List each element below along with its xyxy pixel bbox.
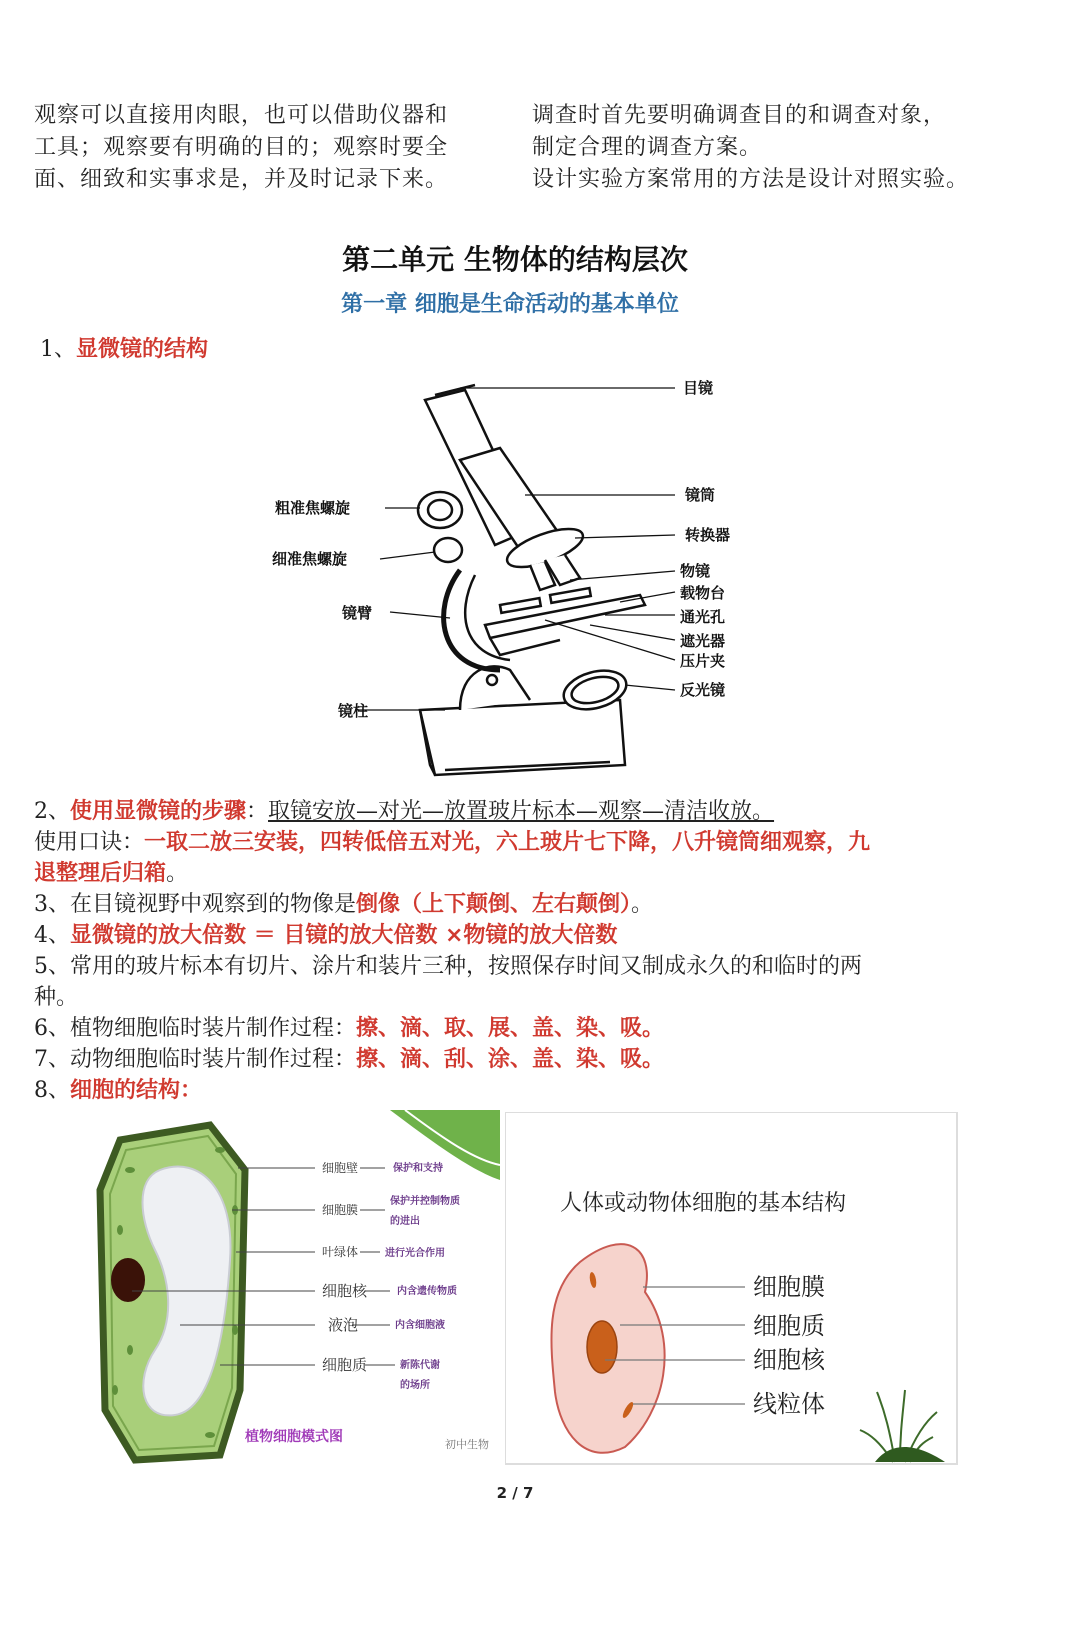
animal-nucleus-shape	[587, 1321, 617, 1373]
label-nosepiece: 转换器	[685, 526, 731, 544]
label-vacuole: 液泡	[328, 1316, 359, 1334]
intro-right-line: 设计实验方案常用的方法是设计对照实验。	[532, 167, 970, 192]
item-2	[34, 796, 774, 827]
label-cell-wall: 细胞壁	[322, 1161, 359, 1175]
label-mirror: 反光镜	[680, 681, 726, 699]
intro-left-line: 观察可以直接用肉眼，也可以借助仪器和	[34, 103, 449, 128]
intro-left-line: 面、细致和实事求是，并及时记录下来。	[34, 167, 449, 192]
item-7	[34, 1044, 664, 1075]
item-2-num: 2、	[34, 799, 70, 824]
label-objective: 物镜	[680, 562, 711, 580]
label-animal-mitochondria: 线粒体	[753, 1390, 825, 1418]
item-8-red: 细胞的结构：	[70, 1078, 203, 1103]
label-clip: 压片夹	[680, 652, 726, 670]
label-eyepiece: 目镜	[683, 379, 714, 397]
item-2-steps: 取镜安放—对光—放置玻片标本—观察—清洁收放。	[268, 799, 775, 824]
label-coarse-knob: 粗准焦螺旋	[275, 499, 351, 517]
func-cytoplasm: 新陈代谢	[400, 1360, 440, 1371]
label-pillar: 镜柱	[338, 702, 369, 720]
label-fine-knob: 细准焦螺旋	[272, 550, 348, 568]
item-1-num: 1、	[40, 337, 76, 362]
label-cell-membrane: 细胞膜	[322, 1203, 359, 1217]
item-3-text: 3、在目镜视野中观察到的物像是	[34, 892, 356, 917]
mnemonic-text-1: 一取二放三安装，四转低倍五对光，六上玻片七下降，八升镜筒细观察，九	[144, 830, 871, 855]
func-chloroplast: 进行光合作用	[385, 1248, 445, 1259]
item-5-line-2: 种。	[34, 985, 79, 1010]
label-diaphragm: 遮光器	[680, 632, 726, 650]
label-animal-membrane: 细胞膜	[753, 1273, 825, 1301]
item-4-num: 4、	[34, 923, 70, 948]
plant-cell-diagram	[60, 1110, 500, 1470]
item-4	[34, 920, 617, 951]
item-4-red: 显微镜的放大倍数 ＝ 目镜的放大倍数 ×物镜的放大倍数	[70, 923, 618, 948]
item-8-num: 8、	[34, 1078, 70, 1103]
func-cytoplasm-extra: 的场所	[400, 1380, 430, 1391]
item-3-end: 。	[631, 892, 654, 917]
item-8	[34, 1075, 202, 1106]
item-6	[34, 1013, 664, 1044]
intro-right	[532, 100, 1052, 196]
label-stage: 载物台	[680, 584, 726, 602]
item-1	[40, 334, 208, 365]
page-number: 2 / 7	[496, 1484, 534, 1502]
func-cell-membrane-extra: 的进出	[390, 1216, 420, 1227]
label-chloroplast: 叶绿体	[322, 1245, 359, 1259]
func-vacuole: 内含细胞液	[395, 1320, 445, 1331]
item-3	[34, 889, 653, 920]
intro-right-line: 制定合理的调查方案。	[532, 135, 763, 160]
microscope-diagram	[260, 370, 760, 790]
intro-left	[34, 100, 504, 196]
unit-title: 第二单元 生物体的结构层次	[342, 243, 688, 276]
label-aperture: 通光孔	[680, 608, 726, 626]
item-7-text: 7、动物细胞临时装片制作过程：	[34, 1047, 356, 1072]
nucleus-shape	[111, 1258, 145, 1302]
watermark: 初中生物	[445, 1438, 489, 1451]
item-1-label: 显微镜的结构	[76, 337, 209, 362]
item-6-text: 6、植物细胞临时装片制作过程：	[34, 1016, 356, 1041]
label-tube: 镜筒	[685, 486, 716, 504]
label-animal-nucleus: 细胞核	[753, 1346, 825, 1374]
animal-cell-title: 人体或动物体细胞的基本结构	[560, 1191, 847, 1216]
item-7-red: 擦、滴、刮、涂、盖、染、吸。	[356, 1047, 665, 1072]
mnemonic-end: 。	[166, 861, 189, 886]
item-6-red: 擦、滴、取、展、盖、染、吸。	[356, 1016, 665, 1041]
mnemonic-text-2: 退整理后归箱	[34, 861, 167, 886]
item-2-colon: ：	[246, 799, 269, 824]
func-nucleus: 内含遗传物质	[397, 1286, 457, 1297]
item-5-line-1: 5、常用的玻片标本有切片、涂片和装片三种，按照保存时间又制成永久的和临时的两	[34, 954, 862, 979]
label-cytoplasm: 细胞质	[322, 1356, 368, 1374]
intro-right-line: 调查时首先要明确调查目的和调查对象，	[532, 103, 947, 128]
chapter-title: 第一章 细胞是生命活动的基本单位	[341, 292, 679, 317]
mnemonic-line-2	[34, 858, 188, 889]
func-cell-membrane: 保护并控制物质	[390, 1196, 460, 1207]
func-cell-wall: 保护和支持	[393, 1163, 443, 1174]
label-arm: 镜臂	[342, 604, 373, 622]
label-animal-cytoplasm: 细胞质	[753, 1312, 825, 1340]
label-nucleus: 细胞核	[322, 1282, 368, 1300]
plant-cell-caption: 植物细胞模式图	[245, 1429, 343, 1445]
mnemonic-prefix: 使用口诀：	[34, 830, 145, 855]
item-3-red: 倒像（上下颠倒、左右颠倒）	[356, 892, 632, 917]
animal-cell-diagram	[505, 1112, 960, 1467]
intro-left-line: 工具；观察要有明确的目的；观察时要全	[34, 135, 449, 160]
item-2-label: 使用显微镜的步骤	[70, 799, 247, 824]
mnemonic-line-1	[34, 827, 870, 858]
